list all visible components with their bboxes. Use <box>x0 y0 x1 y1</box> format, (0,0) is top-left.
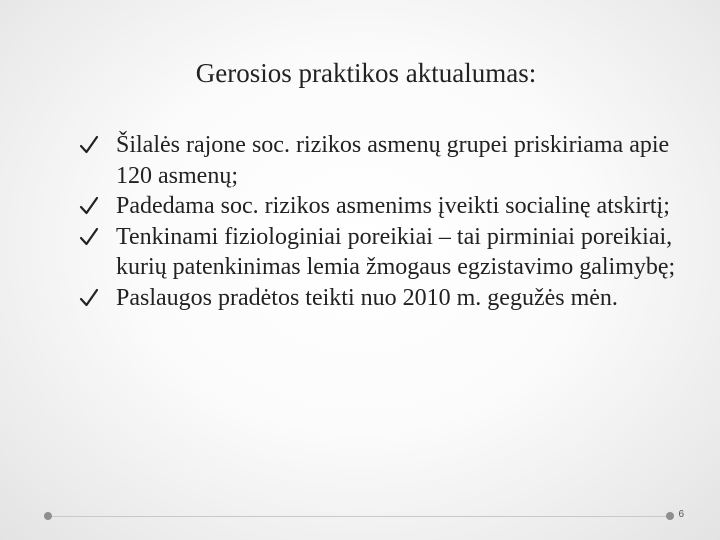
page-number: 6 <box>678 509 684 520</box>
slide-footer <box>48 507 682 527</box>
footer-dot-left <box>44 512 52 520</box>
slide-title: Gerosios praktikos aktualumas: <box>195 58 537 88</box>
footer-divider <box>48 516 670 517</box>
bullet-text: Tenkinami fiziologiniai poreikiai – tai pirminiai poreikiai, kurių patenkinimas lemia žmogaus egzistavimo galimybę; <box>116 223 676 280</box>
check-icon <box>78 283 102 313</box>
bullet-text: Šilalės rajone soc. rizikos asmenų grupei priskiriama apie 120 asmenų; <box>116 132 670 189</box>
check-icon <box>78 191 102 221</box>
bullet-item <box>78 130 678 191</box>
bullet-item <box>78 222 678 283</box>
bullet-item <box>78 191 678 222</box>
bullet-text: Paslaugos pradėtos teikti nuo 2010 m. gegužės mėn. <box>116 284 618 311</box>
bullet-text: Padedama soc. rizikos asmenims įveikti socialinę atskirtį; <box>116 193 670 219</box>
bullet-item <box>78 283 678 314</box>
check-icon <box>78 222 102 252</box>
footer-dot-right <box>666 512 674 520</box>
bullet-list <box>78 130 678 313</box>
check-icon <box>78 130 102 160</box>
